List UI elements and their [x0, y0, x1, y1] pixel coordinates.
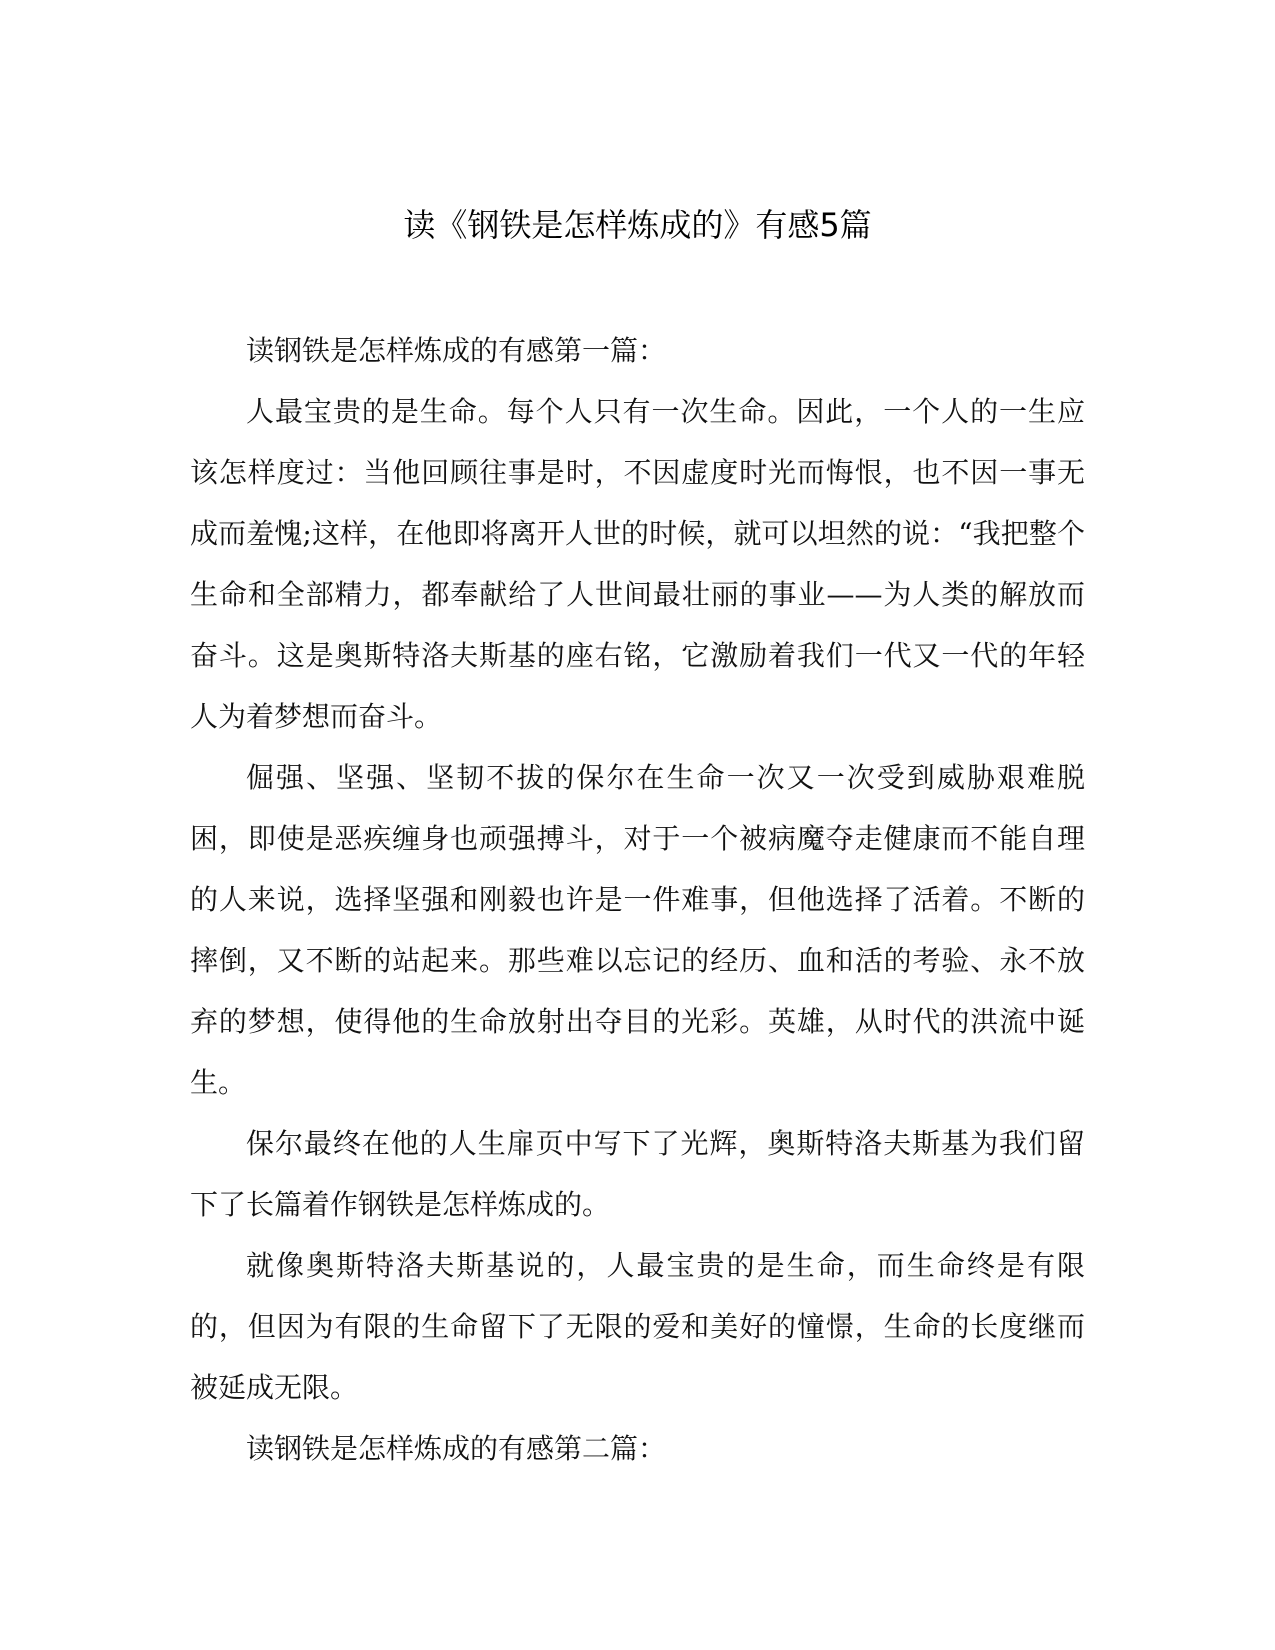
- paragraph-1: 人最宝贵的是生命。每个人只有一次生命。因此，一个人的一生应该怎样度过：当他回顾往事是时，不因虚度时光而悔恨，也不因一事无成而羞愧;这样，在他即将离开人世的时候，就可以坦然的说：“我把整个生命和全部精力，都奉献给了人世间最壮丽的事业——为人类的解放而奋斗。这是奥斯特洛夫斯基的座右铭，它激励着我们一代又一代的年轻人为着梦想而奋斗。: [190, 395, 1085, 733]
- paragraph-3: 保尔最终在他的人生扉页中写下了光辉，奥斯特洛夫斯基为我们留下了长篇着作钢铁是怎样炼成的。: [190, 1127, 1085, 1221]
- section-heading-1: 读钢铁是怎样炼成的有感第一篇：: [246, 334, 667, 367]
- document-body: [190, 320, 1085, 1479]
- section-heading-2: 读钢铁是怎样炼成的有感第二篇：: [246, 1432, 667, 1465]
- paragraph-2: 倔强、坚强、坚韧不拔的保尔在生命一次又一次受到威胁艰难脱困，即使是恶疾缠身也顽强搏斗，对于一个被病魔夺走健康而不能自理的人来说，选择坚强和刚毅也许是一件难事，但他选择了活着。不断的摔倒，又不断的站起来。那些难以忘记的经历、血和活的考验、永不放弃的梦想，使得他的生命放射出夺目的光彩。英雄，从时代的洪流中诞生。: [190, 761, 1085, 1099]
- paragraph-4: 就像奥斯特洛夫斯基说的，人最宝贵的是生命，而生命终是有限的，但因为有限的生命留下了无限的爱和美好的憧憬，生命的长度继而被延成无限。: [190, 1249, 1085, 1404]
- document-title: 读《钢铁是怎样炼成的》有感5篇: [403, 206, 872, 244]
